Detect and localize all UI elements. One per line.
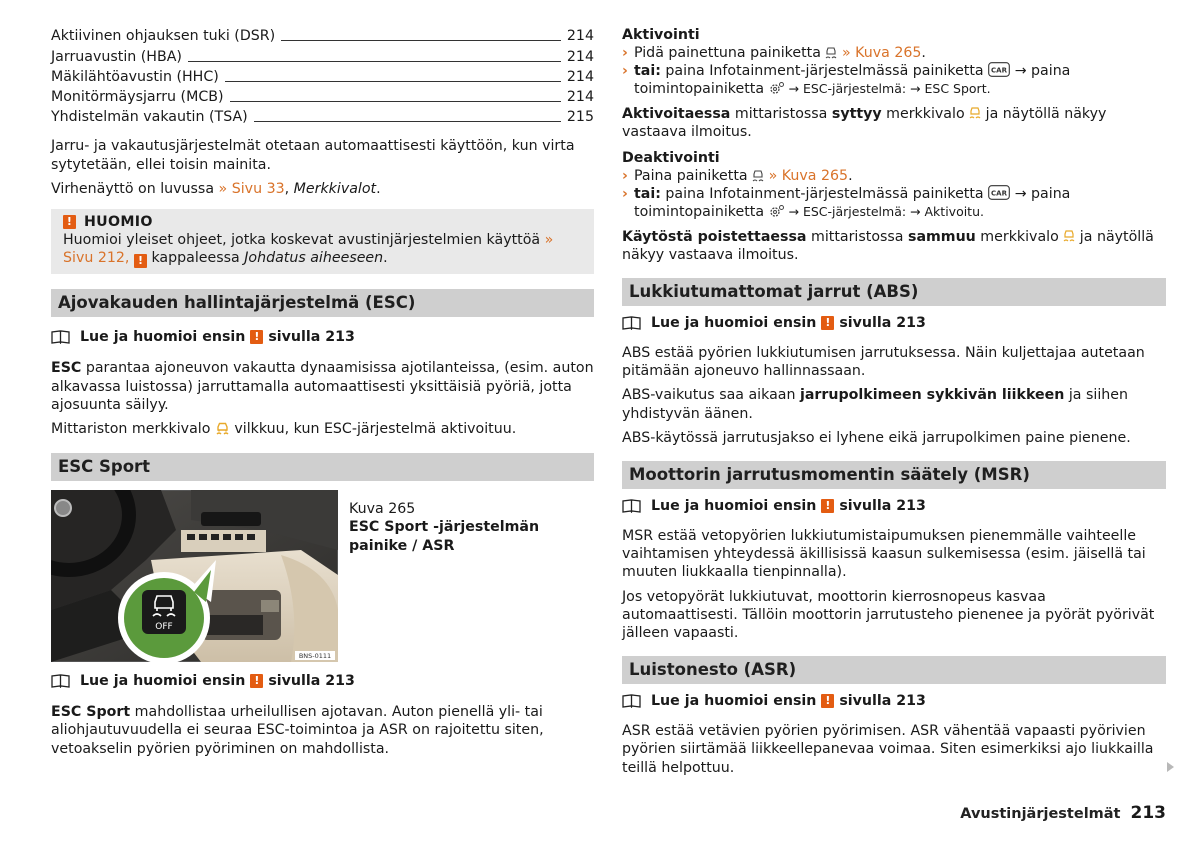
page-number: 213 [1130, 803, 1166, 823]
page-link[interactable]: sivulla 213 [268, 673, 355, 690]
text: merkkivalo [975, 228, 1064, 245]
toc-page: 214 [566, 48, 594, 65]
svg-text:CAR: CAR [991, 66, 1008, 75]
esc-button-icon [752, 169, 764, 182]
gear-icon [769, 204, 785, 218]
text: Lue ja huomioi ensin [80, 329, 246, 346]
text: . [376, 180, 381, 197]
toc-row[interactable] [51, 46, 594, 66]
activation-step [622, 62, 1166, 98]
deactivation-step [622, 185, 1166, 221]
text: paina Infotainment-järjestelmässä painiketta [660, 186, 989, 203]
read-first-line [622, 495, 1166, 517]
notice-box [51, 209, 594, 274]
intro-reference [51, 180, 594, 198]
page-link[interactable]: sivulla 213 [839, 315, 926, 332]
text: Pidä painettuna painiketta [634, 45, 826, 61]
esc-paragraph [51, 359, 594, 414]
deactivation-title: Deaktivointi [622, 150, 720, 167]
text: . [848, 168, 853, 185]
text: → paina toimintopainiketta [634, 63, 1071, 98]
section-heading-abs: Lukkiutumattomat jarrut (ABS) [622, 278, 1166, 306]
car-button-icon [988, 185, 1010, 200]
esc-sport-paragraph [51, 703, 594, 758]
left-column [51, 26, 594, 758]
notice-body [63, 231, 582, 268]
bold-text: ESC Sport [51, 704, 131, 721]
activation-step [622, 44, 1166, 62]
warning-icon: ! [821, 316, 834, 330]
toc-label: Yhdistelmän vakautin (TSA) [51, 109, 248, 126]
toc-row[interactable] [51, 107, 594, 127]
text: Lue ja huomioi ensin [80, 673, 246, 690]
section-heading-esc-sport: ESC Sport [51, 453, 594, 481]
bold-text: tai: [634, 63, 661, 80]
bold-text: tai: [634, 186, 661, 203]
page-link[interactable]: » Sivu 33 [218, 180, 285, 197]
toc-page: 214 [566, 68, 594, 85]
toc-label: Aktiivinen ohjauksen tuki (DSR) [51, 28, 276, 45]
book-icon [51, 674, 70, 688]
figure-link[interactable]: » Kuva 265 [768, 168, 849, 185]
section-heading-esc: Ajovakauden hallintajärjestelmä (ESC) [51, 289, 594, 317]
book-icon [622, 694, 641, 708]
text: merkkivalo [881, 105, 970, 122]
warning-icon: ! [134, 254, 147, 268]
text: vilkkuu, kun ESC-järjestelmä aktivoituu. [229, 420, 517, 437]
notice-title: HUOMIO [84, 213, 153, 230]
continue-arrow-icon [1167, 762, 1174, 772]
esc-off-warning-light-icon [969, 106, 981, 120]
intro-paragraph: Jarru- ja vakautusjärjestelmät otetaan automaattisesti käyttöön, kun virta sytytetään, ellei toisin mainita. [51, 138, 575, 173]
gear-icon [769, 81, 785, 95]
menu-path: → ESC-järjestelmä: → Aktivoitu. [784, 204, 984, 220]
activation-title: Aktivointi [622, 27, 700, 43]
toc-leader [254, 121, 561, 122]
svg-text:CAR: CAR [991, 189, 1008, 198]
bold-text: sammuu [908, 228, 976, 245]
esc-indicator-paragraph [51, 420, 594, 438]
figure-265 [51, 490, 594, 662]
abs-paragraph: ABS estää pyörien lukkiutumisen jarrutuksessa. Näin kuljettajaa autetaan pitämään ajoneuvo hallinnassaan. [622, 345, 1145, 380]
figure-link[interactable]: » Kuva 265 [841, 45, 922, 61]
section-heading-msr: Moottorin jarrutusmomentin säätely (MSR) [622, 461, 1166, 489]
car-interior-photo [51, 490, 338, 662]
text: Huomioi yleiset ohjeet, jotka koskevat avustinjärjestelmien käyttöä [63, 232, 545, 249]
text: paina Infotainment-järjestelmässä painiketta [660, 63, 989, 80]
text: mittaristossa [730, 105, 832, 122]
section-heading-asr: Luistonesto (ASR) [622, 656, 1166, 684]
toc-leader [225, 81, 561, 82]
toc-row[interactable] [51, 67, 594, 87]
book-icon [51, 330, 70, 344]
text: ja siihen yhdistyvän äänen. [622, 387, 1129, 422]
toc-leader [188, 61, 561, 62]
text: Paina painiketta [634, 168, 753, 185]
page-link[interactable]: sivulla 213 [268, 329, 355, 346]
toc-label: Jarruavustin (HBA) [51, 48, 182, 65]
footer-section-title: Avustinjärjestelmät [960, 806, 1121, 822]
text: Virhenäyttö on luvussa [51, 180, 219, 197]
text: Lue ja huomioi ensin [651, 498, 817, 515]
text: Mittariston merkkivalo [51, 420, 215, 437]
book-icon [622, 316, 641, 330]
read-first-line [51, 670, 594, 692]
toc-label: Monitörmäysjarru (MCB) [51, 89, 224, 106]
figure-caption [349, 500, 594, 662]
toc-row[interactable] [51, 26, 594, 46]
page-link[interactable]: sivulla 213 [839, 693, 926, 710]
text: , [284, 180, 294, 197]
read-first-line [622, 312, 1166, 334]
figure-number: Kuva 265 [349, 501, 416, 518]
toc-page: 215 [566, 109, 594, 126]
bold-text: jarrupolkimeen sykkivän liikkeen [799, 387, 1065, 404]
chevron-right-icon: › [622, 63, 628, 80]
read-first-line [51, 326, 594, 348]
page-link[interactable]: » Sivu 212, [63, 232, 554, 267]
bold-text: Aktivoitaessa [622, 105, 731, 122]
text: parantaa ajoneuvon vakautta dynaamisissa ajotilanteissa, (esim. auton alkavassa luistossa) jarruttamalla automaattisesti yksittäisiä pyöriä, jotta ajosuunta säilyy. [51, 360, 594, 413]
text: . [383, 250, 388, 267]
page-link[interactable]: sivulla 213 [839, 498, 926, 515]
esc-sport-button-image [51, 490, 338, 662]
chevron-right-icon: › [622, 186, 628, 203]
msr-paragraph: Jos vetopyörät lukkiutuvat, moottorin kierrosnopeus kasvaa automaattisesti. Tällöin moottorin jarrutusteho pienenee ja pyörät pyörivät jälleen vapaasti. [622, 588, 1155, 642]
off-label: OFF [155, 622, 173, 633]
figure-title: ESC Sport -järjestelmän painike / ASR [349, 519, 540, 554]
text: . [921, 45, 926, 61]
bold-text: Käytöstä poistettaessa [622, 228, 807, 245]
warning-icon: ! [821, 694, 834, 708]
figure-code: BNS-0111 [298, 652, 332, 661]
page-footer [960, 803, 1166, 823]
italic-text: Merkkivalot [293, 180, 377, 197]
chevron-right-icon: › [622, 45, 628, 61]
text: Lue ja huomioi ensin [651, 315, 817, 332]
text: Lue ja huomioi ensin [651, 693, 817, 710]
warning-icon: ! [63, 215, 76, 229]
italic-text: Johdatus aiheeseen [244, 250, 384, 267]
deactivation-step [622, 167, 1166, 185]
esc-off-warning-light-icon [1063, 229, 1075, 243]
text: mahdollistaa urheilullisen ajotavan. Auton pienellä yli- tai aliohjautuvuudella ei seuraa ESC-toimintoa ja ASR on rajoitettu siten, vetoakselin pyörien pyöriminen on mahdollista. [51, 704, 544, 757]
esc-button-icon [825, 46, 837, 59]
asr-paragraph: ASR estää vetävien pyörien pyörimisen. ASR vähentää vapaasti pyörivien pyörien siirtämää liikkeellepanevaa voimaa. Siten esimerkiksi ajo liukkailla teillä helpottuu. [622, 723, 1154, 776]
notice-header [63, 212, 582, 231]
deactivation-paragraph [622, 228, 1166, 264]
text: mittaristossa [806, 228, 908, 245]
text: ABS-vaikutus saa aikaan [622, 387, 800, 404]
warning-icon: ! [250, 674, 263, 688]
book-icon [622, 499, 641, 513]
warning-icon: ! [250, 330, 263, 344]
msr-paragraph: MSR estää vetopyörien lukkiutumistaipumuksen pienemmälle vaihteelle vaihtamisen yhteydessä äkillisissä kaasun sulkemisessa (esim. jäisellä tai muuten liukkaalla tienpinnalla). [622, 528, 1146, 581]
activation-paragraph [622, 105, 1166, 141]
text: ja näytöllä näkyy vastaava ilmoitus. [622, 228, 1154, 263]
text: → paina toimintopainiketta [634, 186, 1071, 221]
chevron-right-icon: › [622, 168, 628, 185]
text: kappaleessa [146, 250, 245, 267]
read-first-line [622, 690, 1166, 712]
right-column [622, 26, 1166, 777]
toc-page: 214 [566, 89, 594, 106]
car-button-icon [988, 62, 1010, 77]
toc-page: 214 [566, 28, 594, 45]
toc-label: Mäkilähtöavustin (HHC) [51, 68, 219, 85]
menu-path: → ESC-järjestelmä: → ESC Sport. [784, 81, 991, 97]
warning-icon: ! [821, 499, 834, 513]
esc-warning-light-icon [215, 421, 230, 435]
toc-leader [281, 40, 561, 41]
toc-list [51, 26, 594, 127]
bold-text: ESC [51, 360, 82, 377]
text: ja näytöllä näkyy vastaava ilmoitus. [622, 105, 1107, 140]
abs-paragraph [622, 386, 1166, 422]
toc-row[interactable] [51, 87, 594, 107]
abs-paragraph: ABS-käytössä jarrutusjakso ei lyhene eikä jarrupolkimen paine pienene. [622, 429, 1131, 446]
bold-text: syttyy [831, 105, 882, 122]
toc-leader [230, 101, 561, 102]
